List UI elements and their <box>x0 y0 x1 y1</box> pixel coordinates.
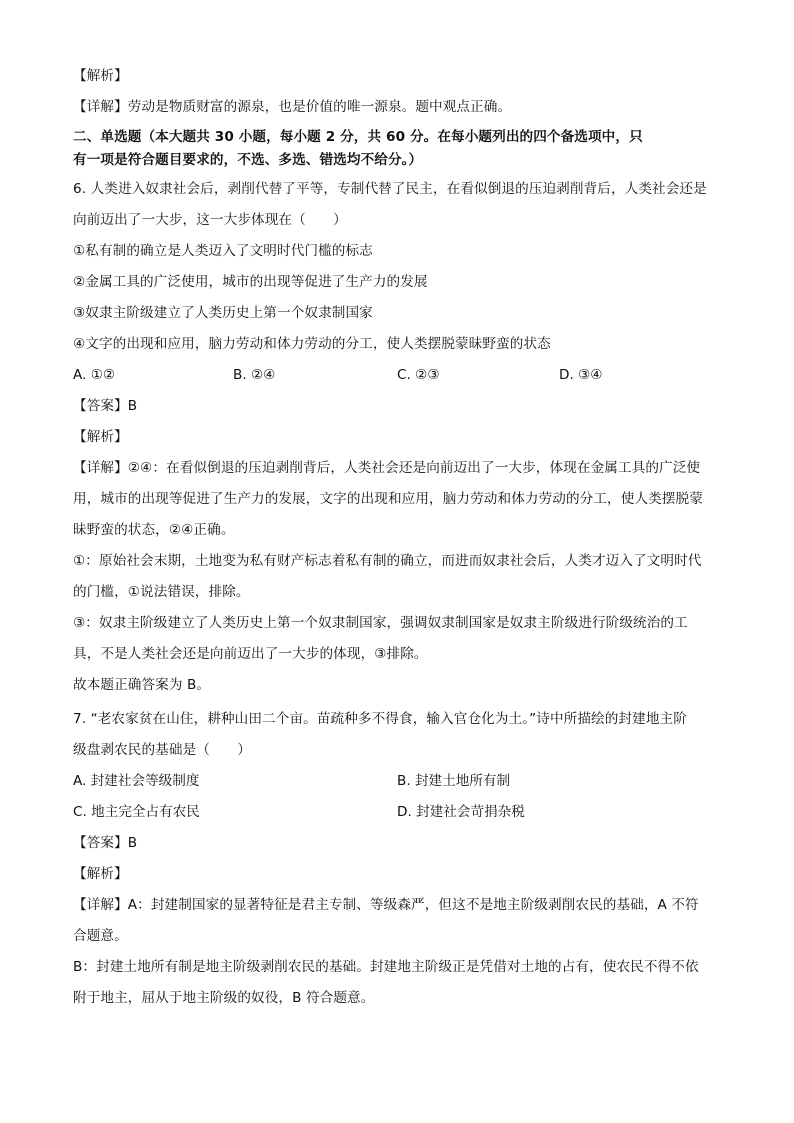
q6-analysis-label: 【解析】 <box>73 429 128 445</box>
q6-detail-line-7: 具，不是人类社会还是向前迈出了一大步的体现，③排除。 <box>73 646 428 662</box>
q7-option-c: C. 地主完全占有农民 <box>73 804 200 820</box>
q6-option-c: C. ②③ <box>397 367 440 383</box>
q6-stem-line-2: 向前迈出了一大步，这一大步体现在（ ） <box>73 212 347 228</box>
q7-detail-line-3: B：封建土地所有制是地主阶级剥削农民的基础。封建地主阶级正是凭借对土地的占有，使农民不得不依 <box>73 959 699 975</box>
q6-item-1: ①私有制的确立是人类迈入了文明时代门槛的标志 <box>73 243 373 259</box>
q6-option-a: A. ①② <box>73 367 116 383</box>
q6-item-4: ④文字的出现和应用，脑力劳动和体力劳动的分工，使人类摆脱蒙昧野蛮的状态 <box>73 336 551 352</box>
q5-detail: 【详解】劳动是物质财富的源泉，也是价值的唯一源泉。题中观点正确。 <box>73 99 512 115</box>
q6-detail-line-2: 用，城市的出现等促进了生产力的发展，文字的出现和应用，脑力劳动和体力劳动的分工，使人类摆脱蒙 <box>73 491 703 507</box>
q6-detail-line-3: 昧野蛮的状态，②④正确。 <box>73 522 235 538</box>
q7-options-row-2 <box>73 802 734 822</box>
q6-option-d: D. ③④ <box>559 367 603 383</box>
q7-detail-line-4: 附于地主，屈从于地主阶级的奴役，B 符合题意。 <box>73 990 375 1006</box>
q6-detail-line-1: 【详解】②④：在看似倒退的压迫剥削背后，人类社会还是向前迈出了一大步，体现在金属工具的广泛使 <box>73 460 701 476</box>
q7-options-row-1 <box>73 771 734 791</box>
q6-detail-line-6: ③：奴隶主阶级建立了人类历史上第一个奴隶制国家，强调奴隶制国家是奴隶主阶级进行阶级统治的工 <box>73 615 688 631</box>
q7-answer: 【答案】B <box>73 835 138 851</box>
q7-stem-line-2: 级盘剥农民的基础是（ ） <box>73 742 252 758</box>
q6-stem-line-1: 6. 人类进入奴隶社会后，剥削代替了平等，专制代替了民主，在看似倒退的压迫剥削背后，人类社会还是 <box>73 181 707 197</box>
q6-detail-line-4: ①：原始社会末期，土地变为私有财产标志着私有制的确立，而进而奴隶社会后，人类才迈入了文明时代 <box>73 553 702 569</box>
q6-option-b: B. ②④ <box>233 367 276 383</box>
q6-options <box>73 365 734 385</box>
q7-option-b: B. 封建土地所有制 <box>397 773 511 789</box>
section-title-line-1: 二、单选题（本大题共 30 小题，每小题 2 分，共 60 分。在每小题列出的四个备选项中，只 <box>73 129 643 145</box>
q7-stem-line-1: 7. “老农家贫在山住，耕种山田二个亩。苗疏种多不得食，输入官仓化为土。”诗中所描绘的封建地主阶 <box>73 711 687 727</box>
q6-item-3: ③奴隶主阶级建立了人类历史上第一个奴隶制国家 <box>73 305 373 321</box>
q6-answer: 【答案】B <box>73 398 138 414</box>
q7-detail-line-1: 【详解】A：封建制国家的显著特征是君主专制、等级森严，但这不是地主阶级剥削农民的基础，A 不符 <box>73 897 699 913</box>
q7-option-a: A. 封建社会等级制度 <box>73 773 200 789</box>
section-title-line-2: 有一项是符合题目要求的，不选、多选、错选均不给分。） <box>73 152 423 168</box>
q7-option-d: D. 封建社会苛捐杂税 <box>397 804 525 820</box>
q6-detail-line-5: 的门槛，①说法错误，排除。 <box>73 584 250 600</box>
q5-analysis-label: 【解析】 <box>73 68 128 84</box>
q6-item-2: ②金属工具的广泛使用，城市的出现等促进了生产力的发展 <box>73 274 428 290</box>
q6-detail-line-8: 故本题正确答案为 B。 <box>73 677 211 693</box>
q7-detail-line-2: 合题意。 <box>73 928 128 944</box>
q7-analysis-label: 【解析】 <box>73 866 128 882</box>
